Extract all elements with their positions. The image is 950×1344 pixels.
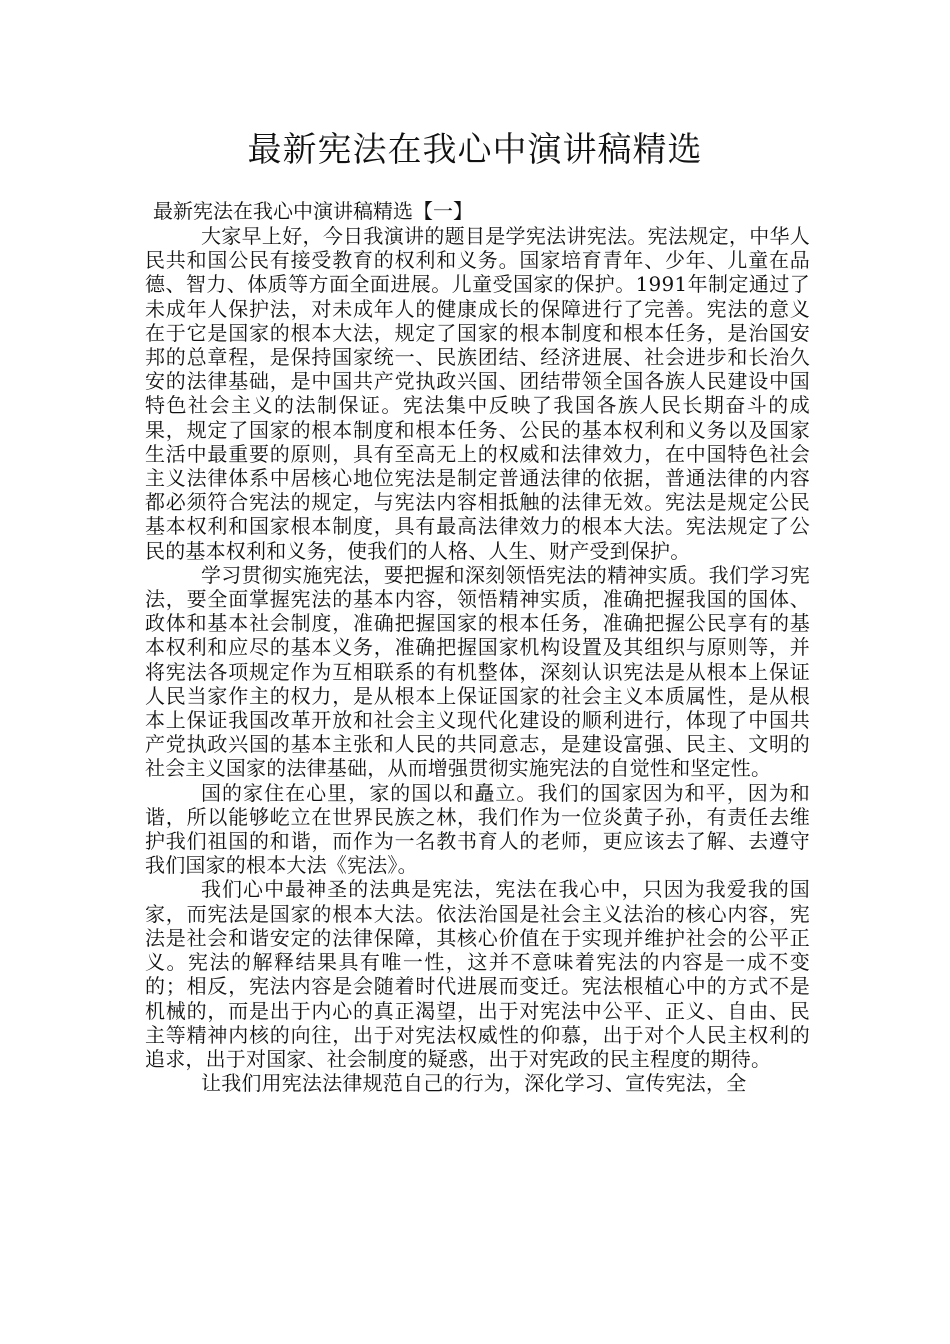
paragraph: 学习贯彻实施宪法，要把握和深刻领悟宪法的精神实质。我们学习宪法，要全面掌握宪法的基本内容，领悟精神实质，准确把握我国的国体、政体和基本社会制度，准确把握国家的根本任务，准确把握公民享有的基本权利和应尽的基本义务，准确把握国家机构设置及其组织与原则等，并将宪法各项规定作为互相联系的有机整体，深刻认识宪法是从根本上保证人民当家作主的权力，是从根本上保证国家的社会主义本质属性，是从根本上保证我国改革开放和社会主义现代化建设的顺利进行，体现了中国共产党执政兴国的基本主张和人民的共同意志，是建设富强、民主、文明的社会主义国家的法律基础，从而增强贯彻实施宪法的自觉性和坚定性。: [145, 562, 810, 781]
document-title: 最新宪法在我心中演讲稿精选: [247, 130, 703, 170]
document-body: [145, 198, 810, 1095]
paragraph: 我们心中最神圣的法典是宪法，宪法在我心中，只因为我爱我的国家，而宪法是国家的根本大法。依法治国是社会主义法治的核心内容，宪法是社会和谐安定的法律保障，其核心价值在于实现并维护社会的公平正义。宪法的解释结果具有唯一性，这并不意味着宪法的内容是一成不变的；相反，宪法内容是会随着时代进展而变迁。宪法根植心中的方式不是机械的，而是出于内心的真正渴望，出于对宪法中公平、正义、自由、民主等精神内核的向往，出于对宪法权威性的仰慕，出于对个人民主权利的追求，出于对国家、社会制度的疑惑，出于对宪政的民主程度的期待。: [145, 877, 810, 1071]
paragraph: 国的家住在心里，家的国以和矗立。我们的国家因为和平，因为和谐，所以能够屹立在世界民族之林，我们作为一位炎黄子孙，有责任去维护我们祖国的和谐，而作为一名教书育人的老师，更应该去了解、去遵守我们国家的根本大法《宪法》。: [145, 780, 810, 878]
paragraph: 让我们用宪法法律规范自己的行为，深化学习、宣传宪法，全: [201, 1071, 747, 1096]
section-heading: 最新宪法在我心中演讲稿精选【一】: [153, 199, 473, 223]
paragraph: 大家早上好，今日我演讲的题目是学宪法讲宪法。宪法规定，中华人民共和国公民有接受教育的权利和义务。国家培育青年、少年、儿童在品德、智力、体质等方面全面进展。儿童受国家的保护。1991年制定通过了未成年人保护法，对未成年人的健康成长的保障进行了完善。宪法的意义在于它是国家的根本大法，规定了国家的根本制度和根本任务，是治国安邦的总章程，是保持国家统一、民族团结、经济进展、社会进步和长治久安的法律基础，是中国共产党执政兴国、团结带领全国各族人民建设中国特色社会主义的法制保证。宪法集中反映了我国各族人民长期奋斗的成果，规定了国家的根本制度和根本任务、公民的基本权利和义务以及国家生活中最重要的原则，具有至高无上的权威和法律效力，在中国特色社会主义法律体系中居核心地位宪法是制定普通法律的依据，普通法律的内容都必须符合宪法的规定，与宪法内容相抵触的法律无效。宪法是规定公民基本权利和国家根本制度，具有最高法律效力的根本大法。宪法规定了公民的基本权利和义务，使我们的人格、人生、财产受到保护。: [145, 224, 810, 563]
